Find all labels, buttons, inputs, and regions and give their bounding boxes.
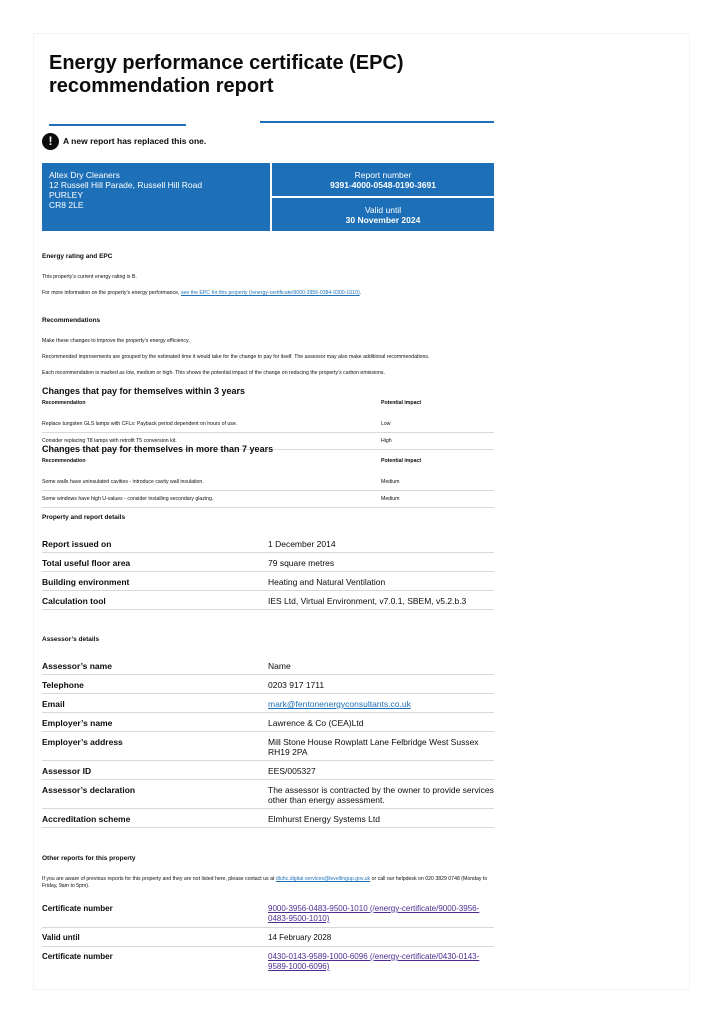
recommendation-text: Replace tungsten GLS lamps with CFLs: Payback period dependent on hours of use. bbox=[42, 421, 238, 427]
energy-more-info-prefix: For more information on the property’s energy performance, bbox=[42, 290, 181, 296]
recommendation-text: Some walls have uninsulated cavities - introduce cavity wall insulation. bbox=[42, 479, 204, 485]
details-value: 14 February 2028 bbox=[268, 933, 332, 942]
details-row bbox=[42, 656, 494, 675]
epc-link-url: (/energy-certificate/9000-3956-0384-9300-1010) bbox=[248, 290, 360, 296]
details-key: Building environment bbox=[42, 577, 130, 587]
certificate-link-1[interactable]: 9000-3956-0483-9500-1010 (/energy-certificate/9000-3956-0483-9500-1010) bbox=[268, 904, 480, 923]
details-key: Valid until bbox=[42, 933, 80, 942]
details-key: Telephone bbox=[42, 680, 84, 690]
recommendations-grouping: Recommended improvements are grouped by the estimated time it would take for the change to pay for itself. The assessor may also make additional recommendations. bbox=[42, 354, 430, 360]
impact-value: Medium bbox=[381, 496, 400, 502]
col-impact: Potential impact bbox=[381, 458, 422, 464]
assessor-details-list bbox=[42, 656, 494, 828]
recommendations-impact: Each recommendation is marked as low, medium or high. This shows the potential impact of the change on reducing the property’s carbon emissions. bbox=[42, 370, 385, 376]
col-recommendation: Recommendation bbox=[42, 400, 86, 406]
details-key: Total useful floor area bbox=[42, 558, 131, 568]
page bbox=[33, 33, 690, 990]
details-key: Calculation tool bbox=[42, 596, 106, 606]
impact-value: Medium bbox=[381, 479, 400, 485]
address-line-1: Altex Dry Cleaners bbox=[49, 170, 120, 180]
details-row bbox=[42, 675, 494, 694]
details-value: 1 December 2014 bbox=[268, 539, 336, 549]
details-value: Name bbox=[268, 661, 291, 671]
valid-until-label: Valid until bbox=[364, 205, 402, 215]
recommendations-intro: Make these changes to improve the property’s energy efficiency. bbox=[42, 338, 190, 344]
details-key: Email bbox=[42, 699, 65, 709]
details-value: Elmhurst Energy Systems Ltd bbox=[268, 814, 380, 824]
table-header bbox=[42, 458, 494, 474]
recommendations-table-7-years bbox=[42, 458, 494, 508]
warning-text: A new report has replaced this one. bbox=[63, 136, 207, 146]
other-reports-text-suffix: or call our helpdesk on 020 3829 0748 (Monday to Friday, 9am to 5pm). bbox=[42, 876, 488, 889]
details-value bbox=[268, 694, 494, 712]
warning-icon: ! bbox=[42, 133, 59, 150]
table-row bbox=[42, 416, 494, 433]
address-line-2: 12 Russell Hill Parade, Russell Hill Road bbox=[49, 180, 203, 190]
details-row bbox=[42, 713, 494, 732]
details-value: 79 square metres bbox=[268, 558, 335, 568]
details-value bbox=[268, 899, 494, 927]
divider-long bbox=[260, 121, 494, 123]
assessor-heading: Assessor’s details bbox=[42, 636, 100, 643]
details-row bbox=[42, 553, 494, 572]
details-row bbox=[42, 899, 494, 928]
energy-rating-text: This property’s current energy rating is B. bbox=[42, 274, 137, 280]
details-key: Report issued on bbox=[42, 539, 112, 549]
details-row bbox=[42, 732, 494, 761]
details-value: Mill Stone House Rowplatt Lane Felbridge West Sussex RH19 2PA bbox=[268, 737, 479, 757]
report-number-label: Report number bbox=[354, 170, 412, 180]
valid-until-value: 30 November 2024 bbox=[345, 215, 421, 225]
property-details-list bbox=[42, 534, 494, 610]
recommendation-text: Some windows have high U-values - consider installing secondary glazing. bbox=[42, 496, 214, 502]
property-details-heading: Property and report details bbox=[42, 514, 126, 521]
warning-banner bbox=[42, 132, 206, 150]
details-row bbox=[42, 928, 494, 947]
impact-value: High bbox=[381, 438, 392, 444]
report-number-panel bbox=[272, 163, 494, 196]
details-key: Assessor ID bbox=[42, 766, 92, 776]
details-value: 0203 917 1711 bbox=[268, 680, 325, 690]
details-key: Accreditation scheme bbox=[42, 814, 131, 824]
address-line-4: CR8 2LE bbox=[49, 200, 84, 210]
details-key: Employer’s name bbox=[42, 718, 113, 728]
recommendation-text: Consider replacing T8 lamps with retrofit T5 conversion kit. bbox=[42, 438, 177, 444]
details-value: Lawrence & Co (CEA)Ltd bbox=[268, 718, 364, 728]
address-line-3: PURLEY bbox=[49, 190, 84, 200]
page-title: Energy performance certificate (EPC) recommendation report bbox=[49, 52, 404, 97]
group-title-3-years: Changes that pay for themselves within 3 years bbox=[42, 386, 246, 396]
divider-short bbox=[49, 124, 186, 126]
summary-box bbox=[42, 163, 494, 231]
energy-more-info bbox=[42, 290, 494, 296]
details-key: Assessor’s name bbox=[42, 661, 112, 671]
details-key: Employer’s address bbox=[42, 737, 123, 747]
details-row bbox=[42, 780, 494, 809]
details-key: Certificate number bbox=[42, 952, 113, 961]
details-row bbox=[42, 534, 494, 553]
epc-link[interactable] bbox=[181, 290, 360, 296]
assessor-email-link[interactable]: mark@fentonenergyconsultants.co.uk bbox=[268, 699, 411, 709]
details-value: EES/005327 bbox=[268, 766, 316, 776]
report-number-value: 9391-4000-0548-0190-3691 bbox=[330, 180, 436, 190]
details-value: The assessor is contracted by the owner to provide services other than energy assessment. bbox=[268, 785, 494, 805]
table-row bbox=[42, 474, 494, 491]
details-row bbox=[42, 761, 494, 780]
col-recommendation: Recommendation bbox=[42, 458, 86, 464]
details-row bbox=[42, 572, 494, 591]
details-key: Assessor’s declaration bbox=[42, 785, 136, 795]
details-value: IES Ltd, Virtual Environment, v7.0.1, SBEM, v5.2.b.3 bbox=[268, 596, 467, 606]
col-impact: Potential impact bbox=[381, 400, 422, 406]
property-address bbox=[42, 163, 270, 231]
other-reports-text-prefix: If you are aware of previous reports for this property and they are not listed here, please contact us at bbox=[42, 876, 276, 882]
other-reports-text bbox=[42, 876, 494, 890]
details-key: Certificate number bbox=[42, 904, 113, 913]
epc-link-text: see the EPC for this property bbox=[180, 290, 248, 296]
certificate-link-2[interactable]: 0430-0143-9589-1000-6096 (/energy-certificate/0430-0143-9589-1000-6096) bbox=[268, 952, 480, 971]
impact-value: Low bbox=[381, 421, 391, 427]
details-row bbox=[42, 694, 494, 713]
table-header bbox=[42, 400, 494, 416]
details-row bbox=[42, 809, 494, 828]
details-row bbox=[42, 947, 494, 976]
details-row bbox=[42, 591, 494, 610]
details-value bbox=[268, 947, 494, 976]
energy-heading: Energy rating and EPC bbox=[42, 253, 113, 260]
recommendations-heading: Recommendations bbox=[42, 317, 101, 324]
energy-more-info-suffix: . bbox=[359, 290, 362, 296]
valid-until-panel bbox=[272, 198, 494, 231]
recommendations-table-3-years bbox=[42, 400, 494, 450]
other-reports-heading: Other reports for this property bbox=[42, 855, 136, 862]
details-value: Heating and Natural Ventilation bbox=[268, 577, 386, 587]
other-reports-list bbox=[42, 899, 494, 976]
support-email-link[interactable]: dluhc.digital-services@levellingup.gov.uk bbox=[275, 876, 371, 882]
table-row bbox=[42, 491, 494, 508]
group-title-7-years: Changes that pay for themselves in more than 7 years bbox=[42, 444, 274, 454]
